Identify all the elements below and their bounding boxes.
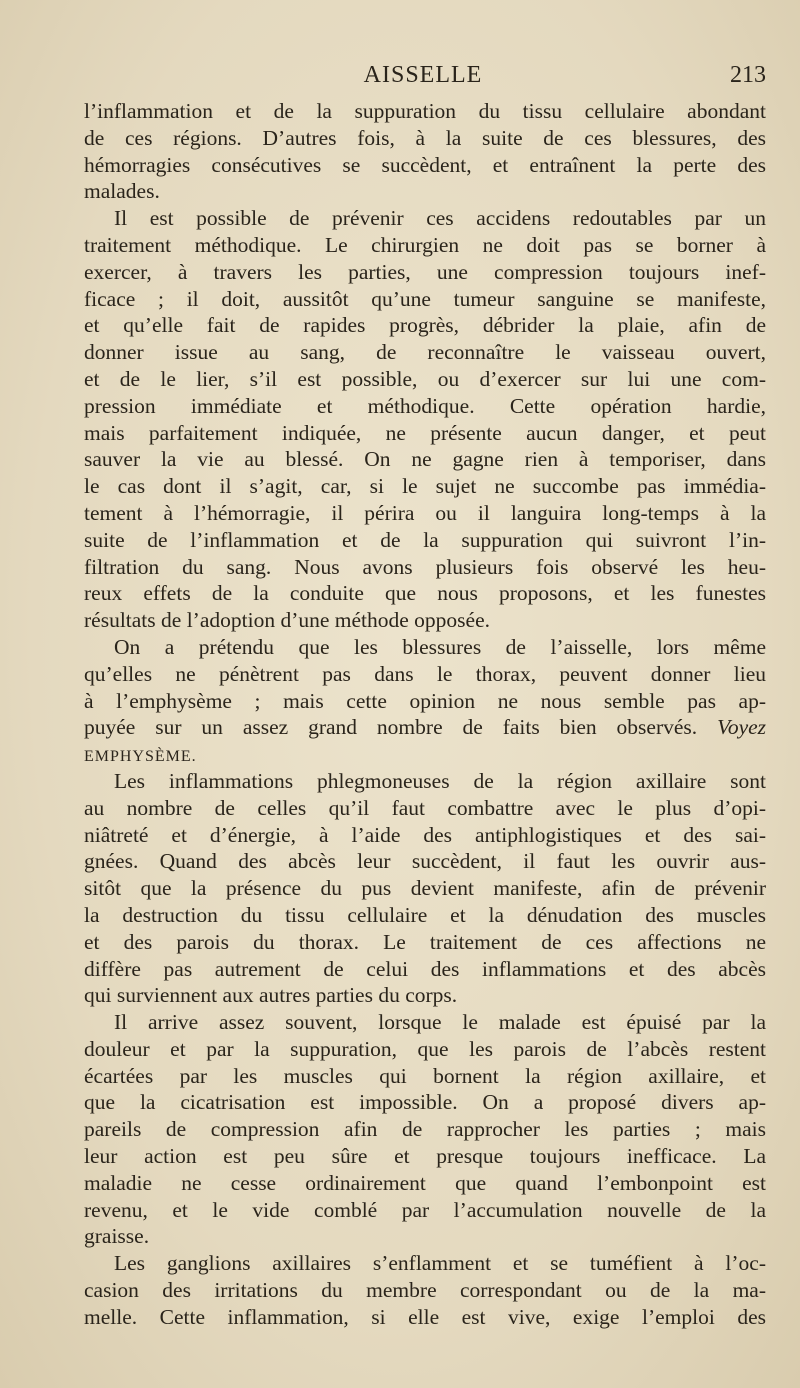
cross-reference: EMPHYSÈME. bbox=[84, 748, 197, 766]
paragraph-start: Les inflammations phlegmoneuses de la région axillaire sont bbox=[114, 768, 766, 793]
text-line: reux effets de la conduite que nous proposons, et les funestes bbox=[84, 581, 766, 606]
paragraph-start: On a prétendu que les blessures de l’aisselle, lors même bbox=[114, 634, 766, 659]
text-line: et qu’elle fait de rapides progrès, débrider la plaie, afin de bbox=[84, 313, 766, 338]
text-line: exercer, à travers les parties, une compression toujours inef- bbox=[84, 259, 766, 284]
text-line: écartées par les muscles qui bornent la région axillaire, et bbox=[84, 1063, 766, 1088]
text-line: diffère pas autrement de celui des inflammations et des abcès bbox=[84, 956, 766, 981]
text-segment: puyée sur un assez grand nombre de faits bien observés. bbox=[84, 715, 698, 740]
text-line: hémorragies consécutives se succèdent, et entraînent la perte des bbox=[84, 152, 766, 177]
text-line: douleur et par la suppuration, que les parois de l’abcès restent bbox=[84, 1036, 766, 1061]
text-line: mais parfaitement indiquée, ne présente aucun danger, et peut bbox=[84, 420, 766, 445]
text-line: que la cicatrisation est impossible. On a proposé divers ap- bbox=[84, 1090, 766, 1115]
text-line: casion des irritations du membre correspondant ou de la ma- bbox=[84, 1278, 766, 1303]
text-line: pression immédiate et méthodique. Cette opération hardie, bbox=[84, 393, 766, 418]
text-line: maladie ne cesse ordinairement que quand l’embonpoint est bbox=[84, 1170, 766, 1195]
text-line: le cas dont il s’agit, car, si le sujet ne succombe pas immédia- bbox=[84, 474, 766, 499]
text-line: et de le lier, s’il est possible, ou d’exercer sur lui une com- bbox=[84, 366, 766, 391]
paragraph-start: Il arrive assez souvent, lorsque le malade est épuisé par la bbox=[114, 1010, 766, 1035]
paragraph-start: Il est possible de prévenir ces accidens redoutables par un bbox=[114, 206, 766, 231]
text-line: tement à l’hémorragie, il périra ou il languira long-temps à la bbox=[84, 500, 766, 525]
text-line: sauver la vie au blessé. On ne gagne rien à temporiser, dans bbox=[84, 447, 766, 472]
text-line: graisse. bbox=[84, 1224, 150, 1249]
text-line: leur action est peu sûre et presque toujours inefficace. La bbox=[84, 1144, 766, 1169]
text-line: de ces régions. D’autres fois, à la suite de ces blessures, des bbox=[84, 125, 766, 150]
text-line: pareils de compression afin de rapprocher les parties ; mais bbox=[84, 1117, 766, 1142]
voyez-reference: Voyez bbox=[717, 715, 766, 740]
text-line: au nombre de celles qu’il faut combattre avec le plus d’opi- bbox=[84, 795, 766, 820]
text-line bbox=[84, 714, 766, 741]
text-line: suite de l’inflammation et de la suppuration qui suivront l’in- bbox=[84, 527, 766, 552]
paragraph-start: Les ganglions axillaires s’enflamment et se tuméfient à l’oc- bbox=[114, 1251, 766, 1276]
text-line: filtration du sang. Nous avons plusieurs fois observé les heu- bbox=[84, 554, 766, 579]
text-line: sitôt que la présence du pus devient manifeste, afin de prévenir bbox=[84, 876, 766, 901]
text-line: résultats de l’adoption d’une méthode opposée. bbox=[84, 608, 491, 633]
body-text bbox=[84, 98, 766, 1331]
text-line: niâtreté et d’énergie, à l’aide des antiphlogistiques et des sai- bbox=[84, 822, 766, 847]
text-line: l’inflammation et de la suppuration du tissu cellulaire abondant bbox=[84, 99, 766, 123]
page-number: 213 bbox=[730, 62, 766, 88]
text-line: malades. bbox=[84, 179, 160, 204]
text-line: gnées. Quand des abcès leur succèdent, il faut les ouvrir aus- bbox=[84, 849, 766, 874]
text-line: traitement méthodique. Le chirurgien ne doit pas se borner à bbox=[84, 232, 766, 257]
page-header bbox=[80, 62, 766, 96]
text-line: la destruction du tissu cellulaire et la dénudation des muscles bbox=[84, 902, 766, 927]
text-line: et des parois du thorax. Le traitement de ces affections ne bbox=[84, 929, 766, 954]
text-line: à l’emphysème ; mais cette opinion ne nous semble pas ap- bbox=[84, 688, 766, 713]
text-line: ficace ; il doit, aussitôt qu’une tumeur sanguine se manifeste, bbox=[84, 286, 766, 311]
text-line: qu’elles ne pénètrent pas dans le thorax, peuvent donner lieu bbox=[84, 661, 766, 686]
text-line: revenu, et le vide comblé par l’accumulation nouvelle de la bbox=[84, 1197, 766, 1222]
text-line: qui surviennent aux autres parties du corps. bbox=[84, 983, 458, 1008]
running-title: AISSELLE bbox=[363, 62, 483, 88]
text-line: donner issue au sang, de reconnaître le vaisseau ouvert, bbox=[84, 340, 766, 365]
text-line: melle. Cette inflammation, si elle est vive, exige l’emploi des bbox=[84, 1304, 766, 1329]
text-line bbox=[84, 741, 766, 768]
